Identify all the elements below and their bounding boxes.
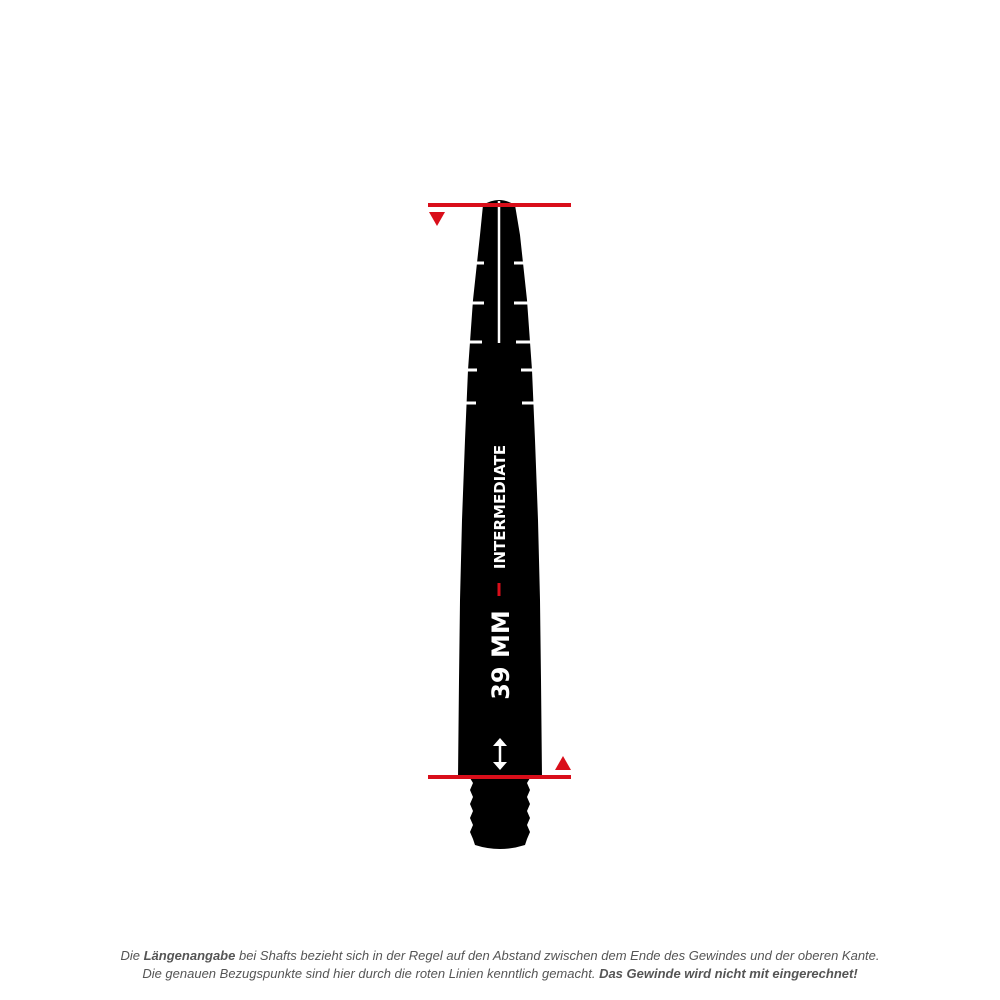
shaft-thread (470, 778, 530, 849)
size-label: INTERMEDIATE (491, 444, 509, 570)
caption-text: Die (120, 948, 144, 963)
caption-line-1 (0, 947, 1000, 965)
caption-emphasis: Längenangabe (143, 948, 236, 963)
length-label: 39 MM (487, 610, 515, 700)
top-reference-triangle (429, 212, 445, 226)
caption-line-2 (0, 965, 1000, 983)
caption-text: bei Shafts bezieht sich in der Regel auf den Abstand zwischen dem Ende des Gewindes und der oberen Kante. (235, 948, 880, 963)
caption-text: Die genauen Bezugspunkte sind hier durch die roten Linien kenntlich gemacht. (142, 966, 600, 981)
caption-emphasis: Das Gewinde wird nicht mit eingerechnet! (599, 966, 858, 981)
bottom-reference-triangle (555, 756, 571, 770)
